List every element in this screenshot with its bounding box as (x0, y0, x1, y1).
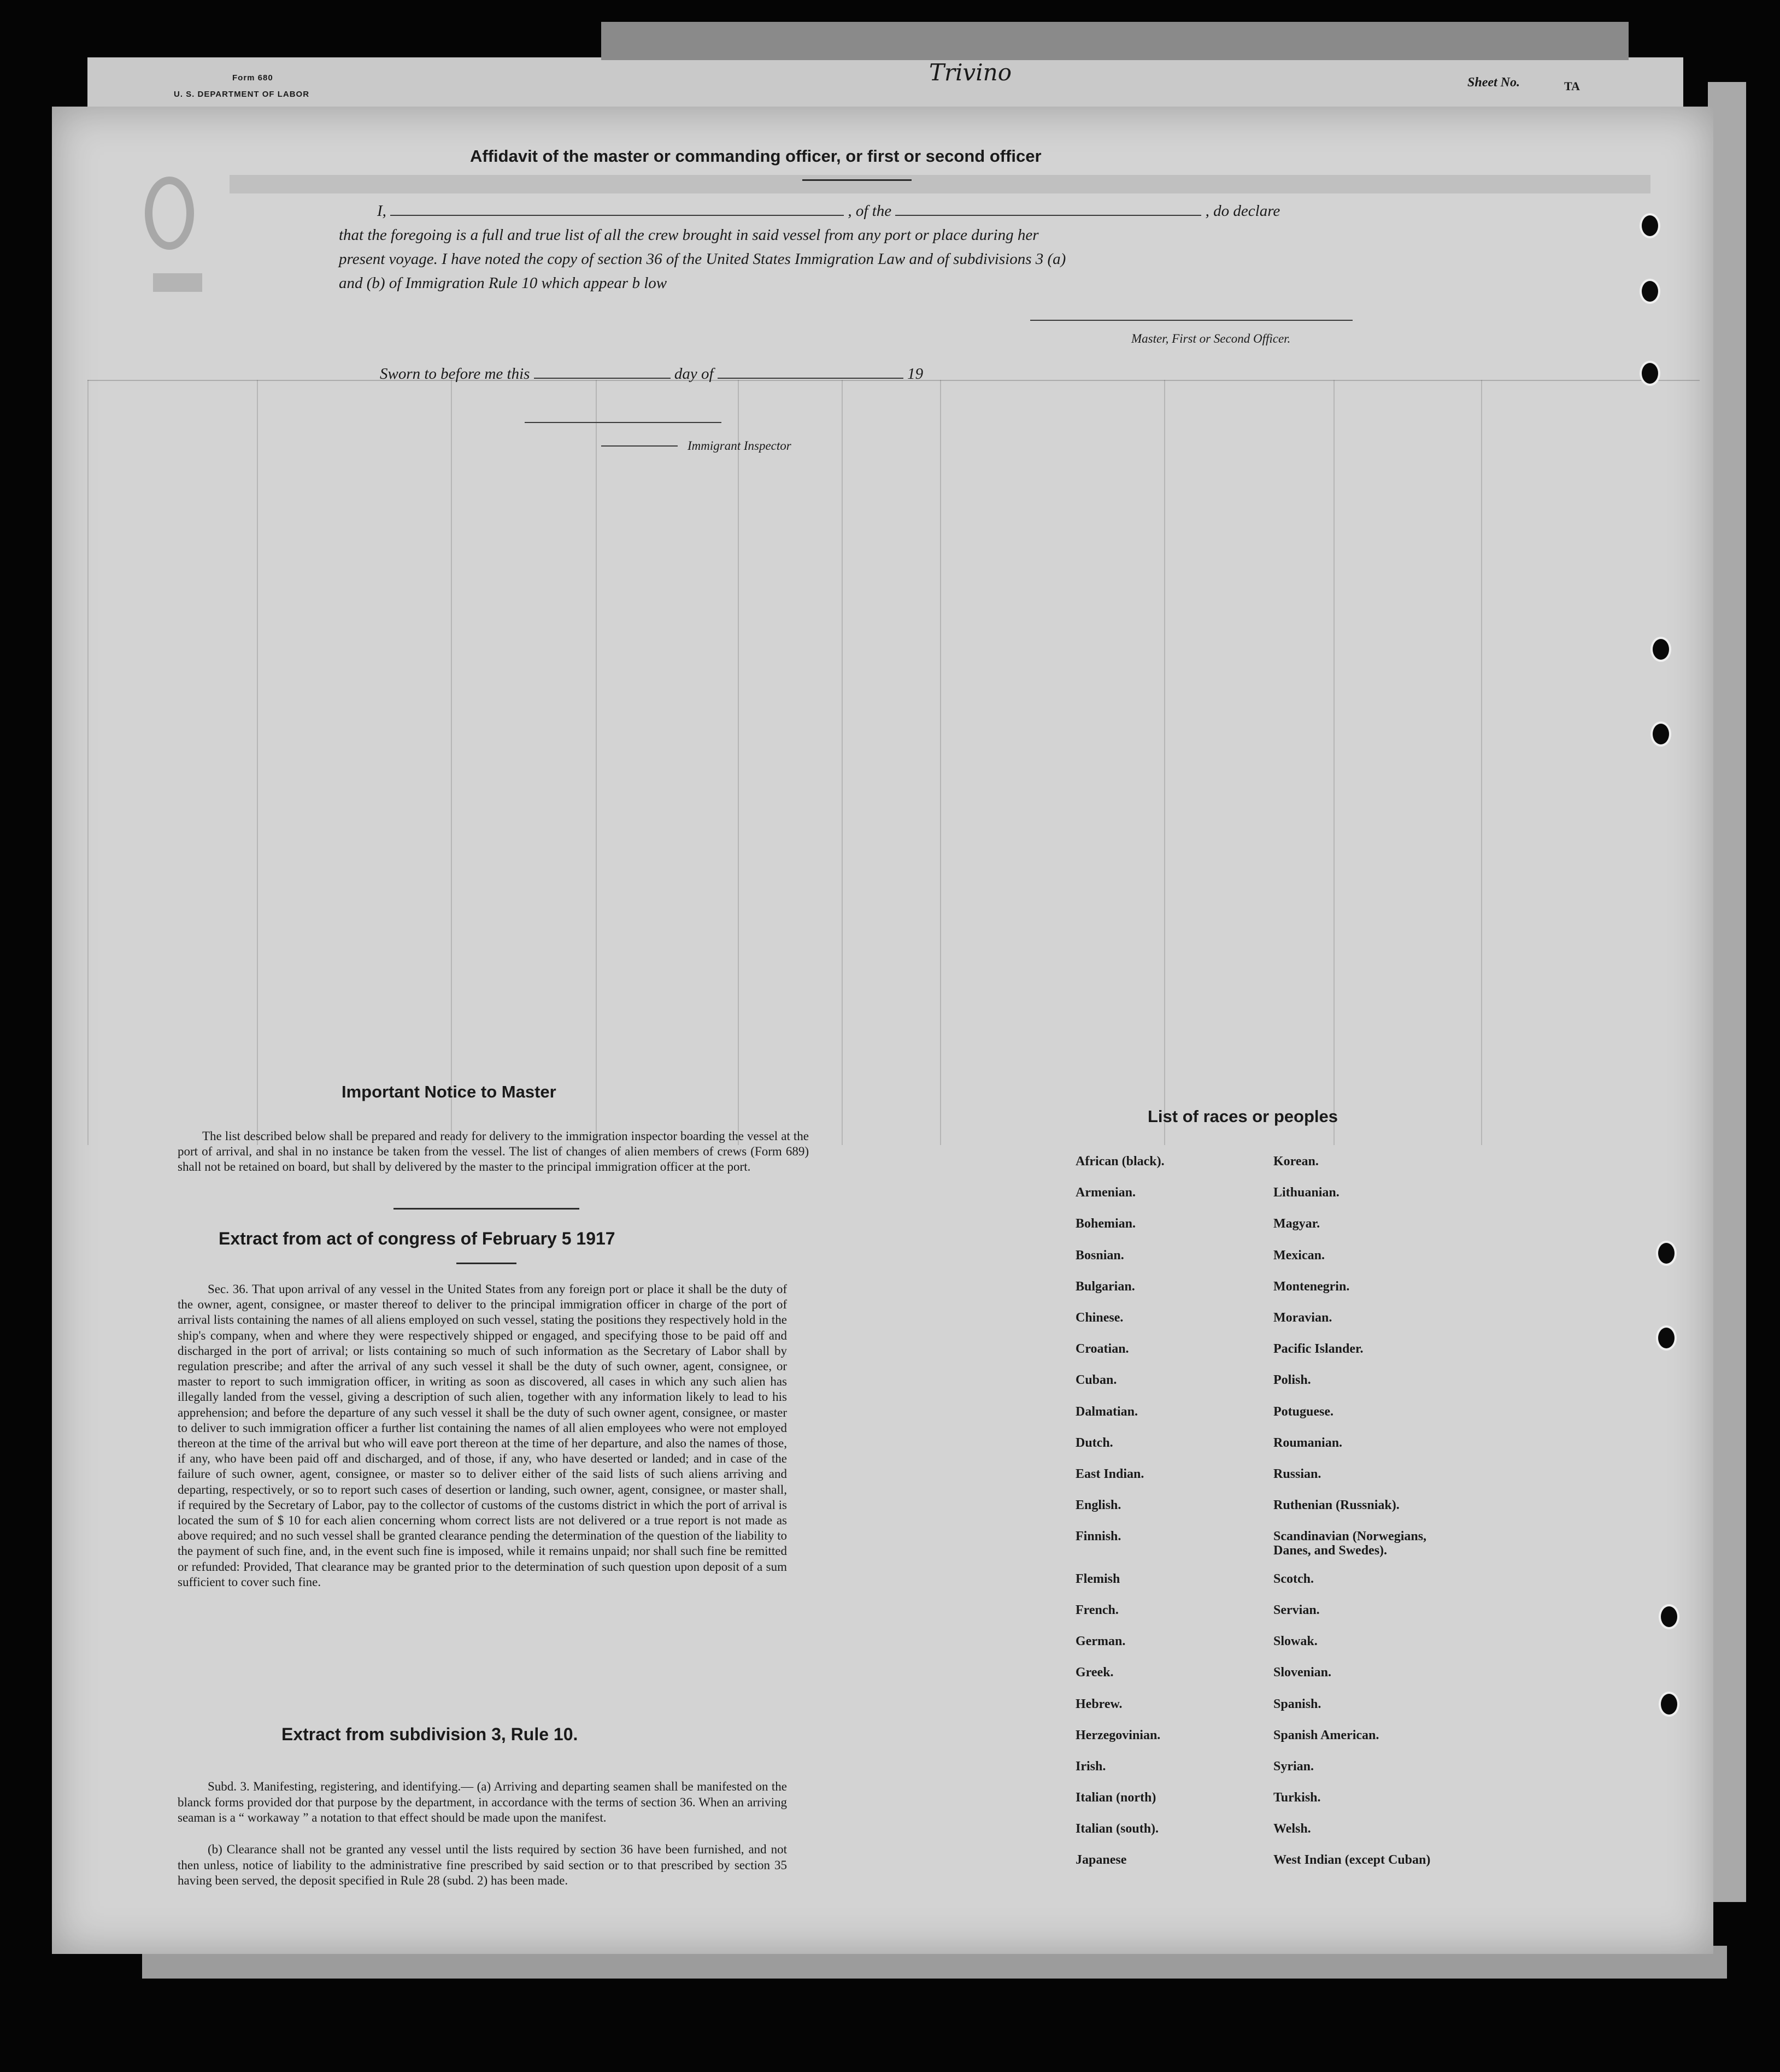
race-item: Scotch. (1273, 1572, 1314, 1586)
affidavit-line-2: that the foregoing is a full and true list of all the crew brought in said vessel from any port or place during her (339, 226, 1039, 244)
punch-hole (1640, 361, 1660, 386)
race-item: Roumanian. (1273, 1436, 1343, 1450)
sworn-day-of: day of (674, 365, 714, 383)
act-title-rule (456, 1263, 516, 1264)
grid-line (451, 380, 452, 1145)
sheet-value: TA (1564, 79, 1580, 93)
sworn-month-field[interactable] (718, 378, 903, 379)
race-item: German. (1076, 1634, 1126, 1648)
act-extract-text: Sec. 36. That upon arrival of any vessel in the United States from any foreign port or place it shall be the duty of the owner, agent, consignee, or master thereof to deliver to the principal immigration officer in charge of the port of arrival lists containing the names of all aliens employed on such vessel, stating the positions they respectively hold in the ship's company, when and where they were respectively shipped or engaged, and specifying those to be paid off and discharged in the port of arrival; or lists containing so much of such information as the Secretary of Labor shall by regulation prescribe; and after the arrival of any such vessel it shall be the duty of such owner, agent, consignee, or master to report to such immigration officer, in writing as soon as discovered, all cases in which any such alien has illegally landed from the vessel, giving a description of such alien, together with any information likely to lead to his apprehension; and before the departure of any such vessel it shall be the duty of such owner agent, consignee, or master to deliver to such immigration officer a further list containing the names of all alien employees who were not employed thereon at the time of the arrival but who will eave port thereon at the time of her departure, and also the names of those, if any, who have been paid off and discharged, and of those, if any, who have deserted or landed; and in case of the failure of such owner, agent, consignee, or master so to deliver either of the said lists of such aliens arriving and departing, respectively, or so to report such cases of desertion or landing, such owner, agent, consignee, or master shall, if required by the Secretary of Labor, pay to the collector of customs of the customs district in which the port of arrival is located the sum of $ 10 for each alien concerning whom correct lists are not delivered or a true report is not made as above required; and no such vessel shall be granted clearance pending the determination of the question of the liability to the payment of such fine, and, in the event such fine is imposed, while it remains unpaid; nor shall such fine be remitted or refunded: Provided, That clearance may be granted prior to the determination of such question upon deposit of a sum sufficient to cover such fine. (178, 1282, 787, 1589)
race-item: West Indian (except Cuban) (1273, 1853, 1431, 1867)
declare-suffix: , do declare (1205, 202, 1280, 220)
race-item: Greek. (1076, 1665, 1114, 1680)
inspector-signature-field[interactable] (525, 422, 721, 423)
affidavit-line-3: present voyage. I have noted the copy of section 36 of the United States Immigration Law and of subdivisions 3 (a) (339, 250, 1066, 268)
race-item: Bulgarian. (1076, 1279, 1135, 1294)
punch-hole (1640, 213, 1660, 238)
race-item: Spanish. (1273, 1697, 1321, 1711)
bleed-through-headline (230, 164, 1683, 202)
race-item: Potuguese. (1273, 1405, 1333, 1419)
race-item: Ruthenian (Russniak). (1273, 1498, 1400, 1512)
vessel-prefix: , of the (848, 202, 892, 220)
declarant-name-field[interactable] (390, 215, 844, 216)
grid-line (596, 380, 597, 1145)
race-item: Japanese (1076, 1853, 1127, 1867)
notice-text: The list described below shall be prepared and ready for delivery to the immigration inspector boarding the vessel at the port of arrival, and shal in no instance be taken from the vessel. The list of changes of alien members of crews (Form 689) shall not be retained on board, but shall by delivered by the master to the principal immigration officer at the port. (178, 1129, 809, 1173)
race-item: Russian. (1273, 1467, 1321, 1481)
race-item: Slowak. (1273, 1634, 1318, 1648)
race-item: Croatian. (1076, 1342, 1129, 1356)
notice-rule (393, 1208, 579, 1210)
race-item: Irish. (1076, 1759, 1106, 1774)
race-item: English. (1076, 1498, 1121, 1512)
race-item: Slovenian. (1273, 1665, 1332, 1680)
race-item: Polish. (1273, 1373, 1311, 1387)
rule-extract-text-b: (b) Clearance shall not be granted any vessel until the lists required by section 36 have been furnished, and not then unless, notice of liability to the administrative fine prescribed by said section or to that prescribed by section 35 having been served, the deposit specified in Rule 28 (subd. 2) has been made. (178, 1842, 787, 1887)
sworn-prefix: Sworn to before me this (380, 365, 530, 383)
race-item: Korean. (1273, 1154, 1319, 1169)
race-item: Servian. (1273, 1603, 1320, 1617)
races-title: List of races or peoples (1148, 1107, 1338, 1126)
punch-hole (1656, 1325, 1677, 1351)
race-item: Chinese. (1076, 1311, 1124, 1325)
punch-hole (1650, 721, 1671, 747)
race-item: Pacific Islander. (1273, 1342, 1364, 1356)
race-item: French. (1076, 1603, 1119, 1617)
race-item: Mexican. (1273, 1248, 1325, 1263)
race-item: Syrian. (1273, 1759, 1314, 1774)
race-item: Spanish American. (1273, 1728, 1379, 1742)
punch-hole (1659, 1604, 1679, 1629)
back-sheet-edge (601, 22, 1629, 60)
grid-line (940, 380, 941, 1145)
rule-extract-title: Extract from subdivision 3, Rule 10. (281, 1724, 578, 1744)
race-item: Herzegovinian. (1076, 1728, 1161, 1742)
page-stamp-mark (137, 164, 208, 306)
notice-title: Important Notice to Master (342, 1082, 556, 1101)
punch-hole (1659, 1692, 1679, 1717)
grid-line (1481, 380, 1482, 1145)
race-item: Dalmatian. (1076, 1405, 1138, 1419)
title-rule (802, 179, 912, 181)
stack-right-edge (1708, 82, 1746, 1902)
rule-extract-text-a: Subd. 3. Manifesting, registering, and identifying.— (a) Arriving and departing seamen shall be manifested on the blanck forms provided dor that purpose by the department, in accordance with the terms of section 36. When an arriving seaman is a “ workaway ” a notation to that effect should be made upon the manifest. (178, 1780, 787, 1824)
race-item: Scandinavian (Norwegians, Danes, and Swedes). (1273, 1529, 1427, 1558)
punch-hole (1640, 279, 1660, 304)
race-item: Finnish. (1076, 1529, 1121, 1543)
back-sheet-tab (87, 57, 1683, 112)
inspector-signature-underline (601, 445, 678, 447)
sworn-year-prefix: 19 (907, 365, 924, 383)
punch-hole (1656, 1241, 1677, 1266)
act-extract-title: Extract from act of congress of February 5 1917 (219, 1229, 615, 1248)
sworn-line (380, 365, 923, 383)
master-signature-label: Master, First or Second Officer. (1131, 332, 1291, 345)
race-item: East Indian. (1076, 1467, 1144, 1481)
punch-hole (1650, 637, 1671, 662)
affidavit-line-1 (377, 202, 1280, 220)
declarant-prefix: I, (377, 202, 386, 220)
race-item: Hebrew. (1076, 1697, 1123, 1711)
affidavit-line-4: and (b) of Immigration Rule 10 which appear b low (339, 274, 667, 292)
manifest-page (52, 107, 1713, 1954)
race-item: Cuban. (1076, 1373, 1117, 1387)
inspector-label: Immigrant Inspector (688, 439, 791, 453)
race-item: Magyar. (1273, 1217, 1320, 1231)
grid-line (1164, 380, 1165, 1145)
sheet-label: Sheet No. (1467, 75, 1520, 90)
race-item: Lithuanian. (1273, 1185, 1340, 1200)
race-item: Italian (south). (1076, 1822, 1159, 1836)
race-item: African (black). (1076, 1154, 1165, 1169)
race-item: Bosnian. (1076, 1248, 1124, 1263)
race-item: Moravian. (1273, 1311, 1332, 1325)
race-item: Dutch. (1076, 1436, 1113, 1450)
form-number: Form 680 (232, 73, 273, 83)
vessel-name-field[interactable] (895, 215, 1201, 216)
grid-line (87, 380, 89, 1145)
race-item: Armenian. (1076, 1185, 1136, 1200)
affidavit-title: Affidavit of the master or commanding officer, or first or second officer (470, 146, 1042, 166)
grid-line (257, 380, 258, 1145)
grid-line (1333, 380, 1335, 1145)
race-item: Bohemian. (1076, 1217, 1136, 1231)
sworn-day-field[interactable] (534, 378, 671, 379)
race-item: Turkish. (1273, 1791, 1321, 1805)
race-item: Welsh. (1273, 1822, 1311, 1836)
master-signature-field[interactable] (1030, 320, 1353, 321)
grid-line (738, 380, 739, 1145)
grid-line (842, 380, 843, 1145)
handwritten-name: Trivino (929, 59, 1012, 86)
race-item: Flemish (1076, 1572, 1120, 1586)
race-item: Italian (north) (1076, 1791, 1156, 1805)
race-item: Montenegrin. (1273, 1279, 1350, 1294)
department-label: U. S. DEPARTMENT OF LABOR (174, 90, 310, 99)
